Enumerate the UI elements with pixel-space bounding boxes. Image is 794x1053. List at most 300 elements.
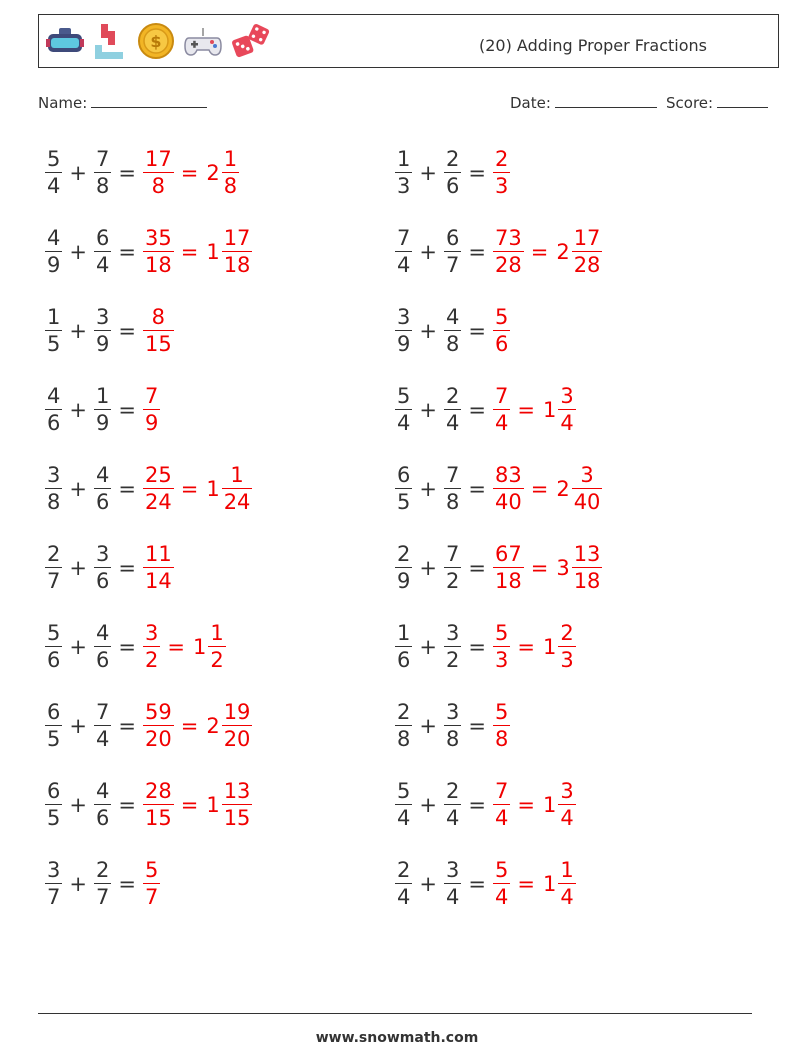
numerator: 5 [494, 700, 509, 724]
denominator: 4 [445, 885, 460, 909]
numerator: 11 [144, 542, 172, 566]
plus-sign: + [69, 319, 87, 343]
whole-number: 2 [206, 161, 220, 185]
plus-sign: + [419, 635, 437, 659]
numerator: 7 [494, 779, 509, 803]
denominator: 2 [445, 648, 460, 672]
fraction [94, 465, 111, 513]
numerator: 1 [560, 858, 574, 882]
denominator: 15 [144, 806, 172, 830]
numerator: 5 [494, 858, 509, 882]
score-line[interactable] [717, 93, 768, 108]
problem-item [44, 617, 227, 677]
fraction [558, 386, 575, 434]
numerator: 3 [47, 858, 61, 882]
denominator: 18 [223, 253, 251, 277]
denominator: 5 [47, 332, 61, 356]
equals-sign: = [180, 240, 199, 264]
plus-sign: + [419, 398, 437, 422]
plus-sign: + [69, 161, 87, 185]
denominator: 9 [144, 411, 159, 435]
equals-sign: = [530, 240, 549, 264]
fraction [444, 781, 461, 829]
numerator: 3 [144, 621, 159, 645]
fraction [558, 860, 575, 908]
fraction [222, 228, 253, 276]
numerator: 2 [397, 858, 411, 882]
equals-sign: = [468, 793, 486, 817]
denominator: 4 [445, 806, 460, 830]
denominator: 4 [397, 885, 411, 909]
fraction [94, 781, 111, 829]
worksheet-header [38, 14, 779, 68]
plus-sign: + [69, 872, 87, 896]
denominator: 40 [573, 490, 601, 514]
fraction [45, 702, 62, 750]
numerator: 3 [95, 305, 110, 329]
denominator: 9 [95, 332, 110, 356]
numerator: 59 [144, 700, 172, 724]
denominator: 8 [95, 174, 110, 198]
fraction [94, 702, 111, 750]
denominator: 4 [560, 806, 574, 830]
denominator: 6 [95, 806, 110, 830]
fraction [395, 781, 412, 829]
fraction [572, 465, 603, 513]
denominator: 4 [47, 174, 61, 198]
dice-icon [231, 22, 271, 60]
fraction [94, 386, 111, 434]
fraction [94, 307, 111, 355]
numerator: 17 [573, 226, 601, 250]
problem-item [44, 222, 253, 282]
fraction [94, 623, 111, 671]
fraction [143, 860, 160, 908]
fraction [444, 386, 461, 434]
denominator: 7 [445, 253, 460, 277]
numerator: 1 [223, 147, 238, 171]
fraction [143, 544, 174, 592]
fraction [143, 149, 174, 197]
denominator: 9 [95, 411, 110, 435]
equals-sign: = [530, 477, 549, 501]
fraction [45, 781, 62, 829]
whole-number: 1 [206, 477, 220, 501]
numerator: 2 [95, 858, 110, 882]
equals-sign: = [530, 556, 549, 580]
fraction [572, 228, 603, 276]
denominator: 8 [47, 490, 61, 514]
equals-sign: = [468, 477, 486, 501]
numerator: 28 [144, 779, 172, 803]
whole-number: 1 [542, 635, 557, 659]
denominator: 2 [144, 648, 159, 672]
numerator: 2 [445, 779, 460, 803]
denominator: 7 [95, 885, 110, 909]
denominator: 28 [494, 253, 522, 277]
denominator: 20 [144, 727, 172, 751]
numerator: 2 [397, 700, 411, 724]
denominator: 4 [397, 253, 411, 277]
denominator: 4 [397, 411, 411, 435]
fraction [143, 386, 160, 434]
footer-url: www.snowmath.com [315, 1030, 479, 1046]
fraction [395, 465, 412, 513]
denominator: 4 [95, 727, 110, 751]
problem-item [44, 696, 253, 756]
denominator: 8 [151, 174, 166, 198]
problem-item [394, 301, 511, 361]
fraction [444, 544, 461, 592]
equals-sign: = [118, 161, 136, 185]
plus-sign: + [69, 240, 87, 264]
denominator: 3 [494, 648, 509, 672]
denominator: 2 [445, 569, 460, 593]
fraction [493, 465, 524, 513]
equals-sign: = [118, 556, 136, 580]
numerator: 3 [580, 463, 594, 487]
fraction [572, 544, 603, 592]
numerator: 7 [397, 226, 411, 250]
equals-sign: = [517, 398, 535, 422]
numerator: 5 [47, 147, 61, 171]
worksheet-title: (20) Adding Proper Fractions [479, 36, 707, 55]
numerator: 3 [445, 700, 460, 724]
denominator: 4 [560, 411, 574, 435]
fraction [94, 228, 111, 276]
name-label: Name: [38, 94, 88, 112]
problem-item [394, 854, 577, 914]
denominator: 3 [494, 174, 509, 198]
denominator: 4 [494, 885, 509, 909]
numerator: 25 [144, 463, 172, 487]
score-field[interactable] [666, 93, 768, 112]
numerator: 2 [445, 147, 460, 171]
denominator: 6 [397, 648, 411, 672]
fraction [208, 623, 225, 671]
numerator: 3 [397, 305, 411, 329]
numerator: 6 [445, 226, 460, 250]
denominator: 3 [397, 174, 411, 198]
numerator: 2 [397, 542, 411, 566]
numerator: 7 [95, 700, 110, 724]
fraction [143, 228, 174, 276]
fraction [493, 228, 524, 276]
fraction [222, 702, 253, 750]
denominator: 28 [573, 253, 601, 277]
fraction [94, 544, 111, 592]
fraction [143, 465, 174, 513]
fraction [45, 623, 62, 671]
problem-item [394, 617, 577, 677]
denominator: 8 [397, 727, 411, 751]
numerator: 3 [47, 463, 61, 487]
equals-sign: = [118, 635, 136, 659]
plus-sign: + [419, 714, 437, 738]
numerator: 3 [445, 621, 460, 645]
fraction [222, 465, 253, 513]
equals-sign: = [468, 714, 486, 738]
plus-sign: + [69, 635, 87, 659]
equals-sign: = [118, 872, 136, 896]
plus-sign: + [419, 872, 437, 896]
numerator: 5 [144, 858, 159, 882]
fraction [444, 623, 461, 671]
plus-sign: + [419, 161, 437, 185]
gamepad-icon [183, 24, 223, 58]
fraction [558, 781, 575, 829]
fraction [143, 623, 160, 671]
tetris-blocks-icon [93, 22, 129, 60]
fraction [444, 465, 461, 513]
numerator: 13 [573, 542, 601, 566]
numerator: 2 [560, 621, 574, 645]
denominator: 9 [397, 332, 411, 356]
denominator: 9 [47, 253, 61, 277]
fraction [222, 149, 239, 197]
fraction [444, 307, 461, 355]
fraction [395, 149, 412, 197]
numerator: 1 [397, 621, 411, 645]
numerator: 8 [151, 305, 166, 329]
fraction [45, 386, 62, 434]
plus-sign: + [419, 793, 437, 817]
name-field[interactable] [38, 93, 207, 112]
equals-sign: = [180, 477, 199, 501]
numerator: 13 [223, 779, 251, 803]
equals-sign: = [180, 714, 199, 738]
fraction [395, 307, 412, 355]
whole-number: 1 [206, 240, 220, 264]
numerator: 6 [47, 779, 61, 803]
date-label: Date: [510, 94, 551, 112]
denominator: 24 [223, 490, 251, 514]
numerator: 5 [397, 384, 411, 408]
numerator: 4 [47, 384, 61, 408]
denominator: 6 [47, 411, 61, 435]
equals-sign: = [517, 872, 535, 896]
equals-sign: = [180, 161, 199, 185]
plus-sign: + [419, 477, 437, 501]
numerator: 17 [144, 147, 172, 171]
numerator: 7 [445, 542, 460, 566]
numerator: 1 [210, 621, 224, 645]
denominator: 7 [144, 885, 159, 909]
numerator: 3 [560, 384, 574, 408]
equals-sign: = [468, 398, 486, 422]
problem-item [44, 459, 253, 519]
denominator: 24 [144, 490, 172, 514]
numerator: 4 [95, 621, 110, 645]
denominator: 6 [95, 569, 110, 593]
fraction [444, 860, 461, 908]
denominator: 6 [95, 648, 110, 672]
fraction [493, 781, 510, 829]
problem-item [44, 143, 240, 203]
fraction [143, 702, 174, 750]
numerator: 5 [494, 621, 509, 645]
fraction [94, 860, 111, 908]
whole-number: 2 [556, 240, 570, 264]
numerator: 3 [95, 542, 110, 566]
equals-sign: = [517, 793, 535, 817]
numerator: 19 [223, 700, 251, 724]
numerator: 4 [445, 305, 460, 329]
fraction [45, 860, 62, 908]
numerator: 1 [397, 147, 411, 171]
plus-sign: + [69, 398, 87, 422]
denominator: 7 [47, 885, 61, 909]
equals-sign: = [118, 714, 136, 738]
numerator: 1 [47, 305, 61, 329]
denominator: 8 [494, 727, 509, 751]
denominator: 18 [494, 569, 522, 593]
equals-sign: = [118, 240, 136, 264]
equals-sign: = [468, 872, 486, 896]
problem-item [394, 775, 577, 835]
denominator: 4 [560, 885, 574, 909]
fraction [94, 149, 111, 197]
denominator: 6 [494, 332, 509, 356]
numerator: 5 [47, 621, 61, 645]
numerator: 2 [494, 147, 509, 171]
denominator: 40 [494, 490, 522, 514]
fraction [395, 860, 412, 908]
fraction [395, 544, 412, 592]
numerator: 1 [230, 463, 244, 487]
denominator: 15 [144, 332, 172, 356]
numerator: 83 [494, 463, 522, 487]
problem-item [394, 222, 603, 282]
problem-item [44, 854, 161, 914]
numerator: 4 [95, 463, 110, 487]
whole-number: 1 [192, 635, 207, 659]
header-icons [45, 21, 271, 61]
numerator: 4 [47, 226, 61, 250]
date-field[interactable] [510, 93, 657, 112]
denominator: 18 [144, 253, 172, 277]
denominator: 8 [223, 174, 238, 198]
plus-sign: + [419, 240, 437, 264]
problem-item [394, 380, 577, 440]
fraction [444, 149, 461, 197]
denominator: 5 [397, 490, 411, 514]
plus-sign: + [419, 556, 437, 580]
problem-item [394, 143, 511, 203]
score-label: Score: [666, 94, 714, 112]
plus-sign: + [419, 319, 437, 343]
whole-number: 2 [206, 714, 220, 738]
denominator: 4 [494, 411, 509, 435]
fraction [45, 544, 62, 592]
denominator: 4 [397, 806, 411, 830]
numerator: 4 [95, 779, 110, 803]
problem-item [44, 301, 175, 361]
numerator: 3 [560, 779, 574, 803]
fraction [222, 781, 253, 829]
denominator: 3 [560, 648, 574, 672]
denominator: 6 [47, 648, 61, 672]
footer-divider [38, 1013, 752, 1014]
denominator: 6 [95, 490, 110, 514]
numerator: 67 [494, 542, 522, 566]
problem-item [394, 538, 603, 598]
numerator: 5 [397, 779, 411, 803]
numerator: 7 [445, 463, 460, 487]
equals-sign: = [468, 556, 486, 580]
svg-text:$: $ [150, 32, 162, 51]
vr-headset-icon [45, 24, 85, 58]
fraction [45, 307, 62, 355]
fraction [444, 228, 461, 276]
equals-sign: = [118, 477, 136, 501]
fraction [493, 386, 510, 434]
gold-coin-icon [137, 22, 175, 60]
denominator: 4 [494, 806, 509, 830]
plus-sign: + [69, 793, 87, 817]
denominator: 8 [445, 332, 460, 356]
fraction [395, 386, 412, 434]
whole-number: 2 [556, 477, 570, 501]
denominator: 2 [210, 648, 224, 672]
fraction [444, 702, 461, 750]
fraction [143, 781, 174, 829]
name-line[interactable] [91, 93, 207, 108]
denominator: 6 [445, 174, 460, 198]
fraction [493, 623, 510, 671]
numerator: 2 [47, 542, 61, 566]
denominator: 18 [573, 569, 601, 593]
equals-sign: = [468, 319, 486, 343]
numerator: 17 [223, 226, 251, 250]
problem-item [44, 380, 161, 440]
fraction [395, 702, 412, 750]
fraction [45, 465, 62, 513]
whole-number: 3 [556, 556, 570, 580]
whole-number: 1 [206, 793, 220, 817]
numerator: 7 [494, 384, 509, 408]
problem-item [394, 459, 603, 519]
numerator: 6 [95, 226, 110, 250]
equals-sign: = [517, 635, 535, 659]
denominator: 4 [95, 253, 110, 277]
date-line[interactable] [555, 93, 657, 108]
denominator: 4 [445, 411, 460, 435]
numerator: 1 [95, 384, 110, 408]
fraction [45, 228, 62, 276]
fraction [395, 623, 412, 671]
numerator: 2 [445, 384, 460, 408]
denominator: 15 [223, 806, 251, 830]
problem-item [44, 775, 253, 835]
numerator: 3 [445, 858, 460, 882]
numerator: 5 [494, 305, 509, 329]
denominator: 9 [397, 569, 411, 593]
equals-sign: = [468, 240, 486, 264]
fraction [493, 149, 510, 197]
whole-number: 1 [542, 793, 557, 817]
equals-sign: = [468, 161, 486, 185]
fraction [493, 860, 510, 908]
problem-item [394, 696, 511, 756]
plus-sign: + [69, 477, 87, 501]
equals-sign: = [118, 319, 136, 343]
numerator: 7 [144, 384, 159, 408]
fraction [143, 307, 174, 355]
denominator: 7 [47, 569, 61, 593]
fraction [493, 702, 510, 750]
numerator: 35 [144, 226, 172, 250]
